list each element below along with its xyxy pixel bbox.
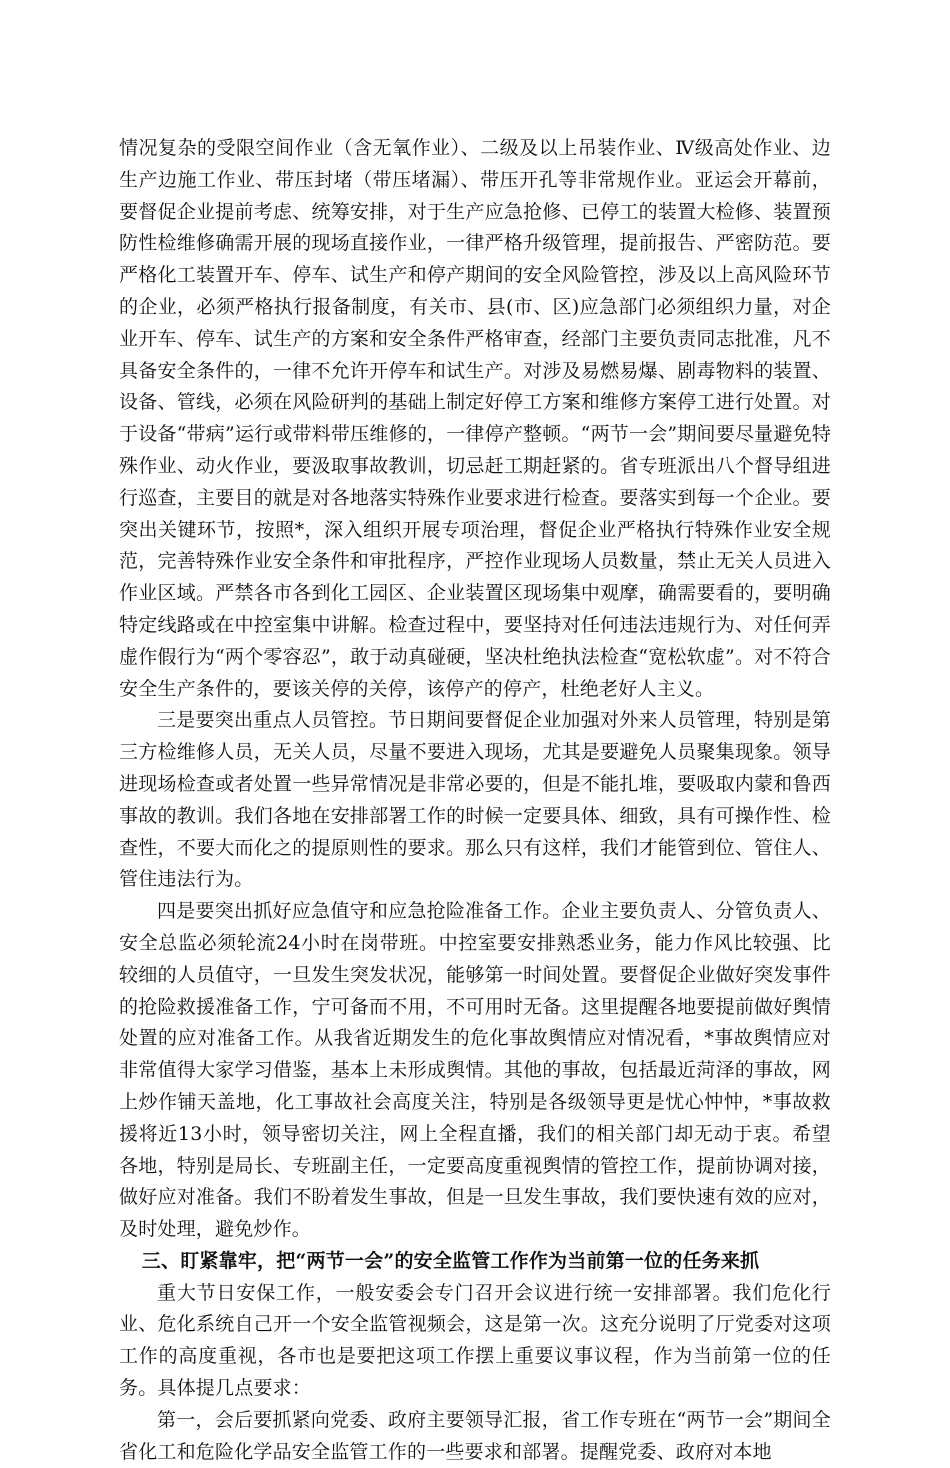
- document-body: [119, 133, 831, 1468]
- paragraph-holiday-security: 重大节日安保工作，一般安委会专门召开会议进行统一安排部署。我们危化行业、危化系统自己开一个安全监管视频会，这是第一次。这充分说明了厅党委对这项工作的高度重视，各市也是要把这项工作摆上重要议事议程，作为当前第一位的任务。具体提几点要求：: [119, 1281, 831, 1400]
- paragraph-emergency-duty: 四是要突出抓好应急值守和应急抢险准备工作。企业主要负责人、分管负责人、安全总监必须轮流24小时在岗带班。中控室要安排熟悉业务，能力作风比较强、比较细的人员值守，一旦发生突发状况，能够第一时间处置。要督促企业做好突发事件的抢险救援准备工作，宁可备而不用，不可用时无备。这里提醒各地要提前做好舆情处置的应对准备工作。从我省近期发生的危化事故舆情应对情况看，*事故舆情应对非常值得大家学习借鉴，基本上未形成舆情。其他的事故，包括最近菏泽的事故，网上炒作铺天盖地，化工事故社会高度关注，特别是各级领导更是忧心忡忡，*事故救援将近13小时，领导密切关注，网上全程直播，我们的相关部门却无动于衷。希望各地，特别是局长、专班副主任，一定要高度重视舆情的管控工作，提前协调对接，做好应对准备。我们不盼着发生事故，但是一旦发生事故，我们要快速有效的应对，及时处理，避免炒作。: [119, 900, 831, 1241]
- paragraph-special-operations: 情况复杂的受限空间作业（含无氧作业）、二级及以上吊装作业、Ⅳ级高处作业、边生产边施工作业、带压封堵（带压堵漏）、带压开孔等非常规作业。亚运会开幕前，要督促企业提前考虑、统筹安排，对于生产应急抢修、已停工的装置大检修、装置预防性检维修确需开展的现场直接作业，一律严格升级管理，提前报告、严密防范。要严格化工装置开车、停车、试生产和停产期间的安全风险管控，涉及以上高风险环节的企业，必须严格执行报备制度，有关市、县(市、区)应急部门必须组织力量，对企业开车、停车、试生产的方案和安全条件严格审查，经部门主要负责同志批准，凡不具备安全条件的，一律不允许开停车和试生产。对涉及易燃易爆、剧毒物料的装置、设备、管线，必须在风险研判的基础上制定好停工方案和维修方案停工进行处置。对于设备“带病”运行或带料带压维修的，一律停产整顿。“两节一会”期间要尽量避免特殊作业、动火作业，要汲取事故教训，切忌赶工期赶紧的。省专班派出八个督导组进行巡查，主要目的就是对各地落实特殊作业要求进行检查。要落实到每一个企业。要突出关键环节，按照*，深入组织开展专项治理，督促企业严格执行特殊作业安全规范，完善特殊作业安全条件和审批程序，严控作业现场人员数量，禁止无关人员进入作业区域。严禁各市各到化工园区、企业装置区现场集中观摩，确需要看的，要明确特定线路或在中控室集中讲解。检查过程中，要坚持对任何违法违规行为、对任何弄虚作假行为“两个零容忍”，敢于动真碰硬，坚决杜绝执法检查“宽松软虚”。对不符合安全生产条件的，要该关停的关停，该停产的停产，杜绝老好人主义。: [119, 137, 831, 700]
- paragraph-first-requirement: 第一，会后要抓紧向党委、政府主要领导汇报，省工作专班在“两节一会”期间全省化工和危险化学品安全监管工作的一些要求和部署。提醒党委、政府对本地: [119, 1408, 831, 1463]
- paragraph-key-personnel-control: 三是要突出重点人员管控。节日期间要督促企业加强对外来人员管理，特别是第三方检维修人员，无关人员，尽量不要进入现场，尤其是要避免人员聚集现象。领导进现场检查或者处置一些异常情况是非常必要的，但是不能扎堆，要吸取内蒙和鲁西事故的教训。我们各地在安排部署工作的时候一定要具体、细致，具有可操作性、检查性，不要大而化之的提原则性的要求。那么只有这样，我们才能管到位、管住人、管住违法行为。: [119, 709, 831, 891]
- section-heading-three: 三、盯紧靠牢，把“两节一会”的安全监管工作作为当前第一位的任务来抓: [141, 1249, 760, 1272]
